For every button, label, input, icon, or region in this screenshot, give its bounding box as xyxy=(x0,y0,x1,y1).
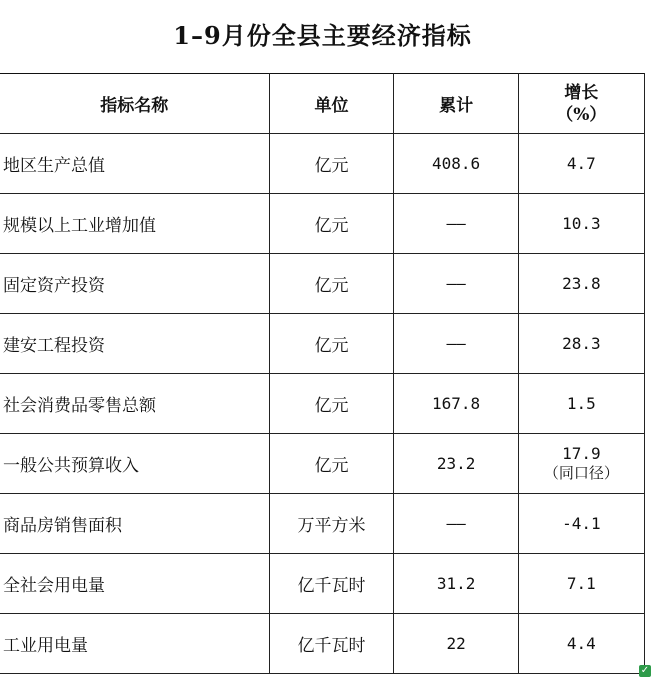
indicator-table xyxy=(0,73,645,674)
growth-note: （同口径） xyxy=(543,464,619,482)
indicator-name-cell: 一般公共预算收入 xyxy=(0,434,269,494)
unit-cell: 亿元 xyxy=(269,254,394,314)
unit-cell: 亿元 xyxy=(269,434,394,494)
growth-value: 28.3 xyxy=(562,334,601,353)
header-growth xyxy=(518,74,644,134)
indicator-name-cell: 商品房销售面积 xyxy=(0,494,269,554)
header-growth-label: 增长 xyxy=(564,82,599,103)
header-name: 指标名称 xyxy=(0,74,269,134)
table-row xyxy=(0,314,645,374)
unit-cell: 亿元 xyxy=(269,134,394,194)
header-unit: 单位 xyxy=(269,74,394,134)
growth-cell xyxy=(518,314,644,374)
growth-value: -4.1 xyxy=(562,514,601,533)
page-title: 1–9月份全县主要经济指标 xyxy=(173,21,472,50)
unit-cell: 亿千瓦时 xyxy=(269,554,394,614)
growth-value: 4.4 xyxy=(566,634,596,653)
total-cell: 23.2 xyxy=(394,434,518,494)
table-header-row xyxy=(0,74,645,134)
table-row xyxy=(0,494,645,554)
indicator-name-cell: 社会消费品零售总额 xyxy=(0,374,269,434)
table-row xyxy=(0,554,645,614)
table-body xyxy=(0,134,645,674)
growth-value: 1.5 xyxy=(566,394,596,413)
checkmark-icon: ✓ xyxy=(640,665,650,676)
growth-value: 17.9 xyxy=(562,444,601,463)
unit-cell: 万平方米 xyxy=(269,494,394,554)
growth-cell xyxy=(518,554,644,614)
header-growth-unit: （%） xyxy=(556,104,607,125)
table-row xyxy=(0,194,645,254)
total-cell: —— xyxy=(394,494,518,554)
total-cell: 167.8 xyxy=(394,374,518,434)
table-row xyxy=(0,614,645,674)
growth-cell xyxy=(518,434,644,494)
growth-value: 4.7 xyxy=(566,154,596,173)
total-cell: 31.2 xyxy=(394,554,518,614)
total-cell: —— xyxy=(394,254,518,314)
growth-value: 23.8 xyxy=(562,274,601,293)
growth-value: 7.1 xyxy=(566,574,596,593)
growth-value: 10.3 xyxy=(562,214,601,233)
total-cell: 408.6 xyxy=(394,134,518,194)
unit-cell: 亿元 xyxy=(269,314,394,374)
unit-cell: 亿千瓦时 xyxy=(269,614,394,674)
growth-cell xyxy=(518,134,644,194)
indicator-name-cell: 建安工程投资 xyxy=(0,314,269,374)
growth-cell xyxy=(518,194,644,254)
table-row xyxy=(0,254,645,314)
table-row xyxy=(0,374,645,434)
growth-cell xyxy=(518,614,644,674)
unit-cell: 亿元 xyxy=(269,194,394,254)
total-cell: —— xyxy=(394,314,518,374)
total-cell: —— xyxy=(394,194,518,254)
table-row xyxy=(0,434,645,494)
growth-cell xyxy=(518,374,644,434)
total-cell: 22 xyxy=(394,614,518,674)
indicator-name-cell: 规模以上工业增加值 xyxy=(0,194,269,254)
header-total: 累计 xyxy=(394,74,518,134)
growth-cell xyxy=(518,494,644,554)
indicator-name-cell: 地区生产总值 xyxy=(0,134,269,194)
indicator-name-cell: 固定资产投资 xyxy=(0,254,269,314)
table-row xyxy=(0,134,645,194)
unit-cell: 亿元 xyxy=(269,374,394,434)
indicator-name-cell: 工业用电量 xyxy=(0,614,269,674)
indicator-name-cell: 全社会用电量 xyxy=(0,554,269,614)
growth-cell xyxy=(518,254,644,314)
